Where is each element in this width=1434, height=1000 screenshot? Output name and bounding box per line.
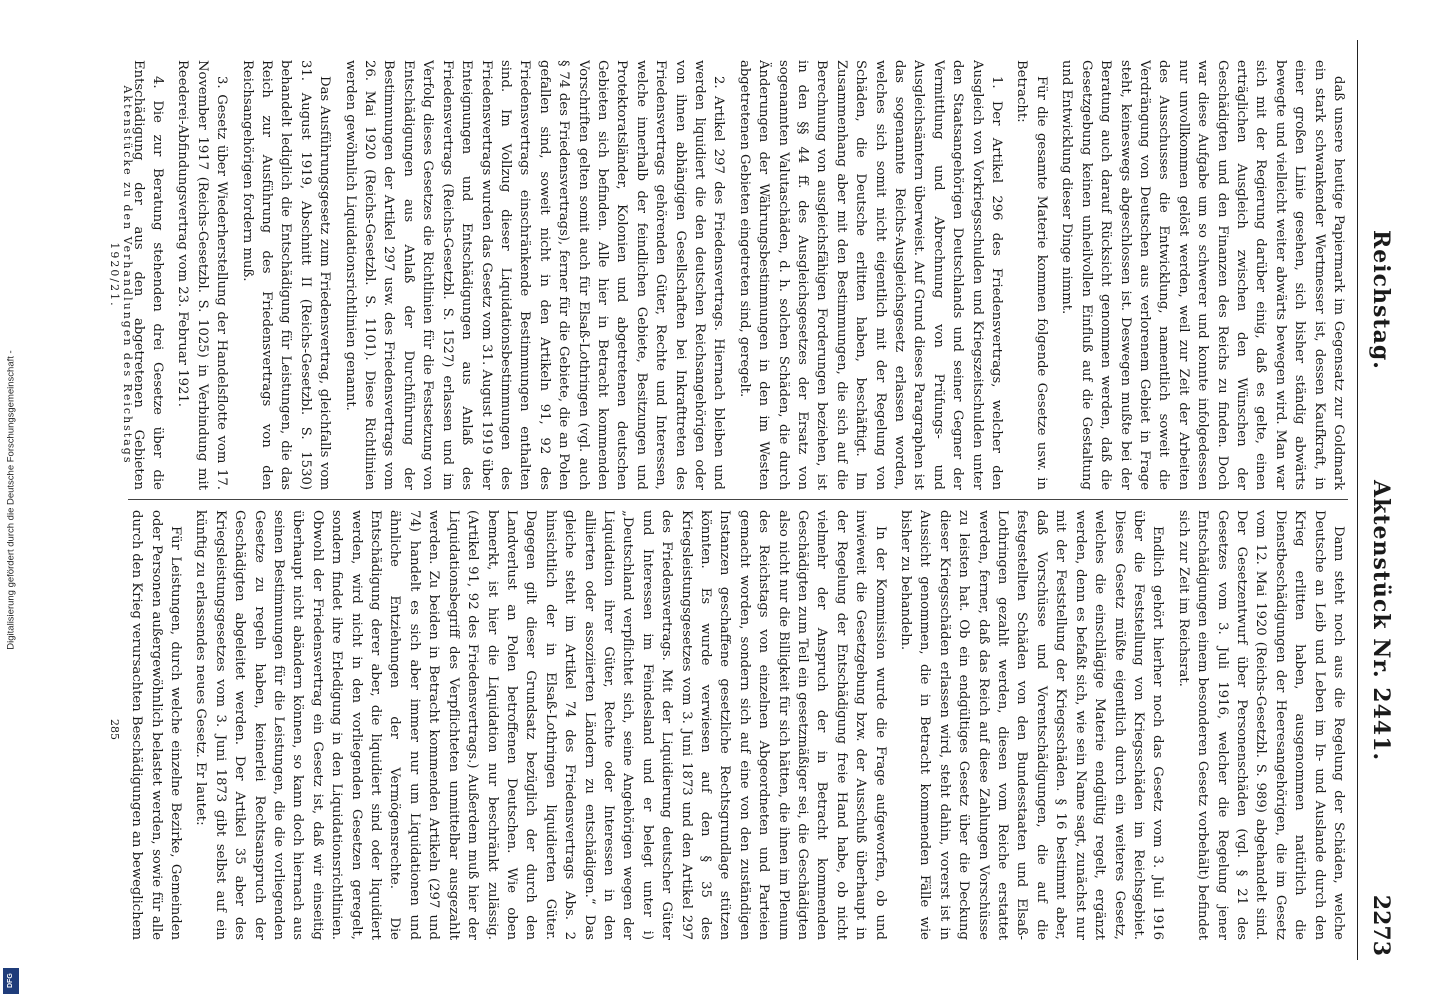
column-divider <box>128 499 1348 500</box>
paragraph: Dann steht noch aus die Regelung der Schäden, welche Deutsche an Leib und Leben im In- und Auslande durch den Krieg erlitten haben, ausgenommen natürlich die Dienstbeschädigungen der Heeresangehörigen, die im Gesetz vom 12. Mai 1920 (Reichs-Gesetzbl. S. 989) abgehandelt sind. Der Gesetzentwurf über Personenschäden (vgl. § 21 des Gesetzes vom 3. Juli 1916, welcher die Regelung jener Entschädigungen einem besonderen Gesetz vorbehält) befindet sich zur Zeit im Reichsrat. <box>1175 510 1346 940</box>
footer-page-number: 285 <box>108 719 121 740</box>
dfg-logo: DFG <box>3 968 19 994</box>
paragraph: 2. Artikel 297 des Friedensvertrags. Hiernach bleiben und werden liquidiert die den deutschen Reichsangehörigen oder von ihnen abhängigen Gesellschaften bei Inkrafttreten des Friedensvertrags gehörenden Güter, Rechte und Interessen, welche innerhalb der feindlichen Gebiete, Besitzungen und Protektoratsländer, Kolonien und abgetretenen deutschen Gebieten sich befinden. Alle hier in Betracht kommenden Vorschriften gelten somit auch für Elsaß-Lothringen (vgl. auch § 74 des Friedensvertrags), ferner für die Gebiete, die an Polen gefallen sind, soweit nicht in den Artikeln 91, 92 des Friedensvertrags einschränkende Bestimmungen enthalten sind. Im Vollzug dieser Liquidationsbestimmungen des Friedensvertrags wurden das Gesetz vom 31. August 1919 über Enteignungen und Entschädigungen aus Anlaß des Friedensvertrags (Reichs-Gesetzbl. S. 1527) erlassen und im Verfolg dieses Gesetzes die Richtlinien für die Festsetzung von Entschädigungen aus Anlaß der Durchführung der Bestimmungen der Artikel 297 usw. des Friedensvertrags vom 26. Mai 1920 (Reichs-Gesetzbl. S. 1101). Diese Richtlinien werden gewöhnlich Liquidationsrichtlinien genannt. <box>342 60 727 490</box>
paragraph: Das Ausführungsgesetz zum Friedensvertrag, gleichfalls vom 31. August 1919, Abschnitt II (Reichs-Gesetzbl. S. 1530) behandelt lediglich die Entschädigung für Leistungen, die das Reich zur Ausführung des Friedensvertrags von den Reichsangehörigen fordern muß. <box>239 60 333 490</box>
paragraph: 1. Der Artikel 296 des Friedensvertrags, welcher den Ausgleich von Vorkriegsschulden und Kriegszeitschulden unter den Staatsangehörigen Deutschlands und seiner Gegner der Vermittlung und Abrechnung von Prüfungs- und Ausgleichsämtern überweist. Auf Grund dieses Paragraphen ist das sogenannte Reichs-Ausgleichsgesetz erlassen worden, welches sich somit nicht eigentlich mit der Regelung von Schäden, die Deutsche erlitten haben, beschäftigt. Im Zusammenhang aber mit den Bestimmungen, die sich auf die Berechnung von ausgleichsfähigen Forderungen beziehen, ist in den §§ 44 ff. des Ausgleichsgesetzes der Ersatz von sogenannten Valutaschäden, d. h. solchen Schäden, die durch Änderungen der Währungsbestimmungen in den im Westen abgetretenen Gebieten eingetreten sind, geregelt. <box>736 60 1005 490</box>
header-center-title: Aktenstück Nr. 2441. <box>1368 480 1394 762</box>
right-column <box>128 510 1348 940</box>
scanned-page <box>98 40 1398 960</box>
header-left-title: Reichstag. <box>1368 230 1394 370</box>
left-column <box>128 60 1348 490</box>
paragraph: daß unsere heutige Papiermark im Gegensatz zur Goldmark ein stark schwankender Wertmesser ist, dessen Kaufkraft, in einer großen Linie gesehen, sich bisher ständig abwärts bewegte und vielleicht weiter abwärts bewegen wird. Man war sich mit der Regierung darüber einig, daß es gelte, einen erträglichen Ausgleich zwischen den Wünschen der Geschädigten und den Finanzen des Reichs zu finden. Doch war diese Aufgabe um so schwerer und konnte infolgedessen nur unvollkommen gelöst werden, weil zur Zeit der Arbeiten des Ausschusses die Entwicklung, namentlich soweit die Verdrängung von Deutschen aus verlorenem Gebiet in Frage steht, keineswegs abgeschlossen ist. Deswegen mußte bei der Beratung auch darauf Rücksicht genommen werden, daß die Gesetzgebung keinen unheilvollen Einfluß auf die Gestaltung und Entwicklung dieser Dinge nimmt. <box>1059 60 1346 490</box>
digitization-note-text: Digitalisierung gefördert durch die Deutsche Forschungsgemeinschaft - <box>5 350 17 650</box>
paragraph: Endlich gehört hierher noch das Gesetz vom 3. Juli 1916 über die Feststellung von Kriegsschäden im Reichsgebiet. Dieses Gesetz müßte eigentlich durch ein weiteres Gesetz, welches die einschlägige Materie endgültig regelt, ergänzt werden, denn es befaßt sich, wie sein Name sagt, zunächst nur mit der Feststellung der Kriegsschäden. § 16 bestimmt aber, daß Vorschüsse und Vorentschädigungen, die auf die festgestellten Schäden von den Bundesstaaten und Elsaß-Lothringen gezahlt werden, diesen vom Reiche erstattet werden, ferner, daß das Reich auf diese Zahlungen Vorschüsse zu leisten hat. Ob ein endgültiges Gesetz über die Deckung dieser Kriegsschäden erlassen wird, steht dahin, vorerst ist in Aussicht genommen, die in Betracht kommenden Fälle wie bisher zu behandeln. <box>898 510 1166 940</box>
paragraph: 4. Die zur Beratung stehenden drei Gesetze über die Entschädigung der aus den abgetretenen Gebieten <box>130 60 166 490</box>
paragraph: In der Kommission wurde die Frage aufgeworfen, ob und inwieweit die Gesetzgebung bzw. der Ausschuß überhaupt in der Regelung der Entschädigung freie Hand habe, ob nicht vielmehr der Anspruch der in Betracht kommenden Geschädigten zum Teil ein gesetzmäßiger sei, die Geschädigten also nicht nur die Billigkeit für sich hätten, die ihnen im Plenum des Reichstags von einzelnen Abgeordneten und Parteien gemacht worden, sondern sich auf eine von den zuständigen Instanzen geschaffene gesetzliche Rechtsgrundlage stützen könnten. Es wurde verwiesen auf den § 35 des Kriegsleistungsgesetzes vom 3. Juni 1873 und den Artikel 297 des Friedensvertrags. Mit der Liquidierung deutscher Güter und Interessen im Feindesland und er belegt unter i) „Deutschland verpflichtet sich, seine Angehörigen wegen der Liquidation ihrer Güter, Rechte oder Interessen in den alliierten oder assoziierten Ländern zu entschädigen.“ Das gleiche steht im Artikel 74 des Friedensvertrags Abs. 2 hinsichtlich der in Elsaß-Lothringen liquidierten Güter. Dagegen gilt dieser Grundsatz bezüglich der durch den Landverlust an Polen betroffenen Deutschen. Wie oben bemerkt, ist hier die Liquidation nur beschränkt zulässig. (Artikel 91, 92 des Friedensvertrags.) Außerdem muß hier der Liquidationsbegriff des Verpflichteten unmittelbar ausgezahlt werden. Zu beiden in Betracht kommenden Artikeln (297 und 74) handelt es sich aber immer nur um Liquidationen und ähnliche Entziehungen der Vermögensrechte. Die Entschädigung derer aber, die liquidiert sind oder liquidiert werden, wird nicht in den vorliegenden Gesetzen geregelt, sondern findet ihre Erledigung in den Liquidationsrichtlinien. Obwohl der Friedensvertrag ein Gesetz ist, daß wir einseitig überhaupt nicht abändern können, so kann doch hiernach aus seinen Bestimmungen für die Leistungen, die die vorliegenden Gesetze zu regeln haben, keinerlei Rechtsanspruch der Geschädigten abgeleitet werden. Der Artikel 35 aber des Kriegsleistungsgesetzes vom 3. Juni 1873 gibt selbst auf ein künftig zu erlassendes neues Gesetz. Er lautet: <box>193 510 888 940</box>
page-header <box>1357 40 1398 960</box>
paragraph: Für die gesamte Materie kommen folgende Gesetze usw. in Betracht: <box>1014 60 1049 490</box>
paragraph: Für Leistungen, durch welche einzelne Bezirke, Gemeinden oder Personen außergewöhnlich belastet werden, sowie für alle durch den Krieg verursachten Beschädigungen an beweglichem <box>129 510 184 940</box>
digitization-note <box>0 0 22 1000</box>
header-page-number: 2273 <box>1368 894 1394 956</box>
paragraph: 3. Gesetz über Wiederherstellung der Handelsflotte vom 17. November 1917 (Reichs-Gesetzbl. S. 1025) in Verbindung mit Reederei-Abfindungsvertrag vom 23. Februar 1921. <box>175 60 230 490</box>
footer-text: Aktenstücke zu den Verhandlungen des Reichstags 1920/21. <box>108 85 134 465</box>
